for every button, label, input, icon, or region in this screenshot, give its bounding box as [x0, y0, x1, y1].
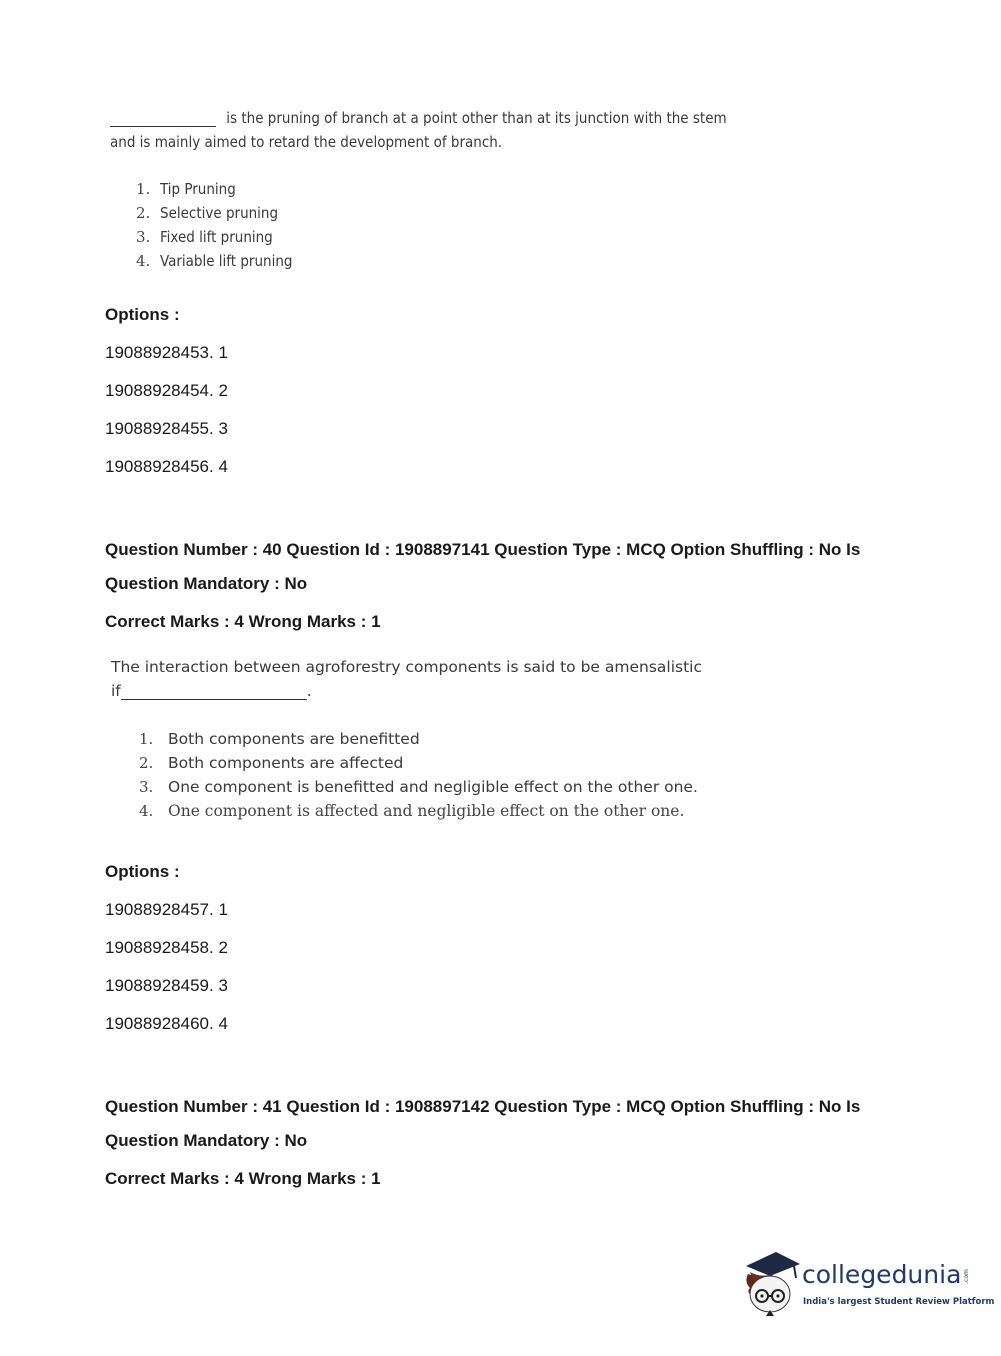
q41-marks: Correct Marks : 4 Wrong Marks : 1 — [105, 1169, 381, 1188]
q39-option-2: 19088928454. 2 — [105, 381, 228, 400]
q40-header-line1: Question Number : 40 Question Id : 1908897141 Question Type : MCQ Option Shuffling : No Is — [105, 540, 861, 559]
brand-suffix: .com — [963, 1268, 971, 1284]
q40-stem-line1: The interaction between agroforestry components is said to be amensalistic — [111, 658, 703, 676]
q39-choices — [136, 180, 436, 276]
q39-stem-line1: is the pruning of branch at a point other than at its junction with the stem — [226, 109, 727, 127]
q40-option-4: 19088928460. 4 — [105, 1014, 228, 1033]
q39-option-3: 19088928455. 3 — [105, 419, 228, 438]
q40-options-label: Options : — [105, 862, 180, 881]
q39-choice: 1. Tip Pruning — [136, 180, 236, 198]
q39-choice: 2. Selective pruning — [136, 204, 279, 222]
q41-header-line2: Question Mandatory : No — [105, 1131, 308, 1150]
brand-name: collegedunia — [802, 1260, 962, 1289]
q40-choices — [139, 730, 739, 826]
q39-choice: 4. Variable lift pruning — [136, 252, 293, 270]
brand-tagline: India's largest Student Review Platform — [803, 1297, 995, 1307]
collegedunia-logo[interactable] — [740, 1248, 995, 1320]
q39-stem-line2: and is mainly aimed to retard the development of branch. — [110, 133, 503, 151]
q40-choice: 3. One component is benefitted and negligible effect on the other one. — [139, 778, 698, 796]
q39-stem — [110, 109, 750, 157]
q39-option-1: 19088928453. 1 — [105, 343, 228, 362]
q40-marks: Correct Marks : 4 Wrong Marks : 1 — [105, 612, 381, 631]
q40-stem-if: if — [111, 682, 121, 700]
q41-header-line1: Question Number : 41 Question Id : 1908897142 Question Type : MCQ Option Shuffling : No Is — [105, 1097, 861, 1116]
student-mascot-icon — [740, 1248, 802, 1318]
q40-option-1: 19088928457. 1 — [105, 900, 228, 919]
q39-choice: 3. Fixed lift pruning — [136, 228, 273, 246]
q40-stem-period: . — [306, 682, 312, 700]
q40-blank — [121, 684, 307, 700]
q40-option-3: 19088928459. 3 — [105, 976, 228, 995]
q40-stem — [111, 658, 751, 704]
q40-choice: 2. Both components are affected — [139, 754, 404, 772]
q40-option-2: 19088928458. 2 — [105, 938, 228, 957]
q39-options-label: Options : — [105, 305, 180, 324]
q40-header-line2: Question Mandatory : No — [105, 574, 308, 593]
q40-choice: 4. One component is affected and negligible effect on the other one. — [139, 802, 685, 820]
q39-option-4: 19088928456. 4 — [105, 457, 228, 476]
q39-blank — [110, 109, 216, 127]
q40-choice: 1. Both components are benefitted — [139, 730, 420, 748]
